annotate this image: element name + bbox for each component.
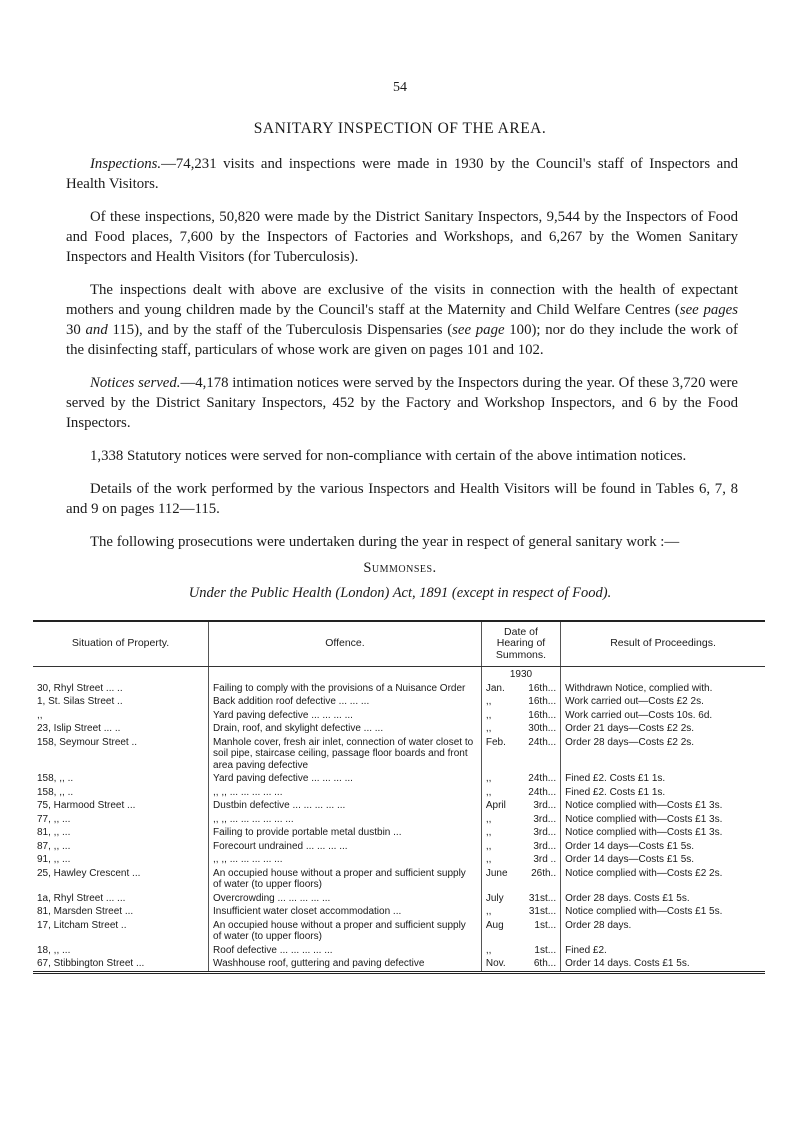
date-day: 30th... [528, 723, 557, 734]
year-label: 1930 [481, 667, 560, 682]
table-row [33, 772, 765, 786]
cell-date [481, 772, 560, 786]
exclusions-text-g: 100); nor do they include the work of the disinfecting staff, particulars of whose work are given on pages 101 and 102. [66, 322, 738, 358]
cell-date [481, 892, 560, 906]
table-row [33, 799, 765, 813]
table-row [33, 957, 765, 972]
cell-property: 67, Stibbington Street ... [37, 958, 145, 969]
exclusions-ref-a: see pages [679, 302, 738, 318]
table-row [33, 682, 765, 696]
date-month: April [485, 800, 506, 811]
date-day: 26th.. [531, 867, 557, 879]
cell-property: 158, Seymour Street .. [37, 736, 138, 748]
date-day: 1st... [534, 944, 557, 956]
cell-result: Withdrawn Notice, complied with. [561, 682, 765, 696]
header-result: Result of Proceedings. [561, 621, 765, 667]
cell-offence: Yard paving defective ... ... ... ... [209, 772, 482, 786]
cell-date [481, 826, 560, 840]
year-row [33, 667, 765, 682]
cell-property: 81, ,, ... [37, 827, 71, 838]
cell-offence: Forecourt undrained ... ... ... ... [209, 840, 482, 854]
page-number: 54 [393, 80, 407, 95]
cell-offence: An occupied house without a proper and sufficient supply of water (to upper floors) [209, 919, 482, 944]
date-month: ,, [485, 813, 492, 825]
date-month: ,, [485, 827, 492, 838]
cell-property: 30, Rhyl Street ... .. [37, 682, 123, 694]
cell-result: Order 28 days—Costs £2 2s. [561, 736, 765, 773]
date-month: June [485, 867, 508, 879]
date-month: Feb. [485, 736, 506, 748]
table-row [33, 905, 765, 919]
cell-result: Order 28 days. [561, 919, 765, 944]
date-month: ,, [485, 906, 492, 917]
cell-offence: Drain, roof, and skylight defective ... ... [209, 722, 482, 736]
table-row [33, 813, 765, 827]
date-month: ,, [485, 773, 492, 784]
cell-date [481, 919, 560, 944]
date-month: Aug [485, 919, 504, 931]
date-month: ,, [485, 709, 492, 721]
cell-result: Fined £2. Costs £1 1s. [561, 772, 765, 786]
cell-result: Order 21 days—Costs £2 2s. [561, 722, 765, 736]
cell-offence: Washhouse roof, guttering and paving defective [209, 957, 482, 972]
table-row [33, 736, 765, 773]
date-day: 3rd... [533, 840, 557, 852]
cell-offence: Insufficient water closet accommodation ... [209, 905, 482, 919]
cell-date [481, 944, 560, 958]
exclusions-ref-and: and [85, 322, 108, 338]
cell-result: Work carried out—Costs £2 2s. [561, 695, 765, 709]
cell-result: Work carried out—Costs 10s. 6d. [561, 709, 765, 723]
date-day: 1st... [534, 919, 557, 931]
date-day: 6th... [533, 958, 557, 969]
date-month: Nov. [485, 958, 506, 969]
date-day: 3rd .. [533, 854, 557, 865]
date-day: 31st... [528, 892, 557, 904]
cell-offence: Back addition roof defective ... ... ... [209, 695, 482, 709]
date-month: ,, [485, 786, 492, 798]
paragraph-inspections [66, 154, 738, 194]
paragraph-notices [66, 373, 738, 433]
cell-property: 75, Harmood Street ... [37, 800, 136, 811]
cell-offence: Yard paving defective ... ... ... ... [209, 709, 482, 723]
date-day: 3rd... [533, 813, 557, 825]
notices-lead: Notices served. [90, 375, 181, 391]
cell-date [481, 722, 560, 736]
notices-text: —4,178 intimation notices were served by the Inspectors during the year. Of these 3,720 were served by the District Sanitary Inspectors, 452 by the Factory and Workshop Inspectors, and 6 by the Food Inspectors. [66, 375, 738, 431]
cell-result: Order 14 days—Costs £1 5s. [561, 853, 765, 867]
date-day: 31st... [528, 906, 557, 917]
header-property: Situation of Property. [33, 621, 209, 667]
date-day: 24th... [528, 773, 557, 784]
inspections-lead: Inspections. [90, 156, 162, 172]
date-day: 24th... [528, 786, 557, 798]
date-month: July [485, 892, 504, 904]
cell-date [481, 905, 560, 919]
cell-date [481, 799, 560, 813]
cell-property: 17, Litcham Street .. [37, 919, 127, 931]
cell-offence: Roof defective ... ... ... ... ... [209, 944, 482, 958]
cell-result: Order 14 days—Costs £1 5s. [561, 840, 765, 854]
cell-date [481, 853, 560, 867]
cell-offence: Dustbin defective ... ... ... ... ... [209, 799, 482, 813]
table-row [33, 722, 765, 736]
date-month: ,, [485, 840, 492, 852]
paragraph-breakdown: Of these inspections, 50,820 were made by the District Sanitary Inspectors, 9,544 by the Inspectors of Food and Food places, 7,600 by the Inspectors of Factories and Workshops, and 6,267 by the Women Sanitary Inspectors and Health Visitors (for Tuberculosis). [66, 209, 738, 265]
table-row [33, 826, 765, 840]
cell-offence: ,, ,, ... ... ... ... ... [209, 786, 482, 800]
cell-offence: Overcrowding ... ... ... ... ... [209, 892, 482, 906]
table-row [33, 840, 765, 854]
cell-result: Fined £2. Costs £1 1s. [561, 786, 765, 800]
table-row [33, 919, 765, 944]
date-day: 16th... [528, 682, 557, 694]
exclusions-text-a: The inspections dealt with above are exclusive of the visits in connection with the health of expectant mothers and young children made by the Council's staff at the Maternity and Child Welfare Centres ( [66, 282, 738, 318]
cell-offence: An occupied house without a proper and sufficient supply of water (to upper floors) [209, 867, 482, 892]
body-text [66, 154, 738, 565]
header-date: Date of Hearing of Summons. [481, 621, 560, 667]
cell-result: Notice complied with—Costs £1 3s. [561, 799, 765, 813]
cell-offence: Failing to provide portable metal dustbin ... [209, 826, 482, 840]
paragraph-prosecutions: The following prosecutions were undertaken during the year in respect of general sanitary work :— [90, 534, 680, 550]
cell-date [481, 840, 560, 854]
date-day: 3rd... [533, 800, 557, 811]
cell-date [481, 786, 560, 800]
cell-property: 23, Islip Street ... .. [37, 723, 121, 734]
summonses-table [33, 620, 765, 974]
table-header-row [33, 621, 765, 667]
cell-offence: Manhole cover, fresh air inlet, connection of water closet to soil pipe, staircase ceiling, passage floor boards and front area paving defective [209, 736, 482, 773]
cell-offence: ,, ,, ... ... ... ... ... [209, 853, 482, 867]
cell-date [481, 736, 560, 773]
header-offence: Offence. [209, 621, 482, 667]
cell-property: 18, ,, ... [37, 944, 71, 956]
cell-result: Notice complied with—Costs £1 5s. [561, 905, 765, 919]
summonses-title: Summonses. [363, 560, 437, 576]
exclusions-ref-b: see page [452, 322, 505, 338]
cell-date [481, 957, 560, 972]
date-day: 16th... [528, 709, 557, 721]
cell-result: Order 28 days. Costs £1 5s. [561, 892, 765, 906]
table-row [33, 867, 765, 892]
cell-offence: ,, ,, ... ... ... ... ... ... [209, 813, 482, 827]
paragraph-details: Details of the work performed by the various Inspectors and Health Visitors will be found in Tables 6, 7, 8 and 9 on pages 112—115. [66, 481, 738, 517]
cell-property: 1a, Rhyl Street ... ... [37, 892, 126, 904]
cell-offence: Failing to comply with the provisions of a Nuisance Order [209, 682, 482, 696]
date-day: 3rd... [533, 827, 557, 838]
cell-property: 87, ,, ... [37, 840, 71, 852]
cell-date [481, 682, 560, 696]
date-month: ,, [485, 723, 492, 734]
date-month: ,, [485, 696, 492, 707]
table-row [33, 695, 765, 709]
cell-date [481, 709, 560, 723]
cell-date [481, 867, 560, 892]
inspections-text: —74,231 visits and inspections were made in 1930 by the Council's staff of Inspectors and Health Visitors. [66, 156, 738, 192]
cell-result: Notice complied with—Costs £2 2s. [561, 867, 765, 892]
cell-result: Order 14 days. Costs £1 5s. [561, 957, 765, 972]
exclusions-text-c: 30 [66, 322, 86, 338]
table-row [33, 944, 765, 958]
table-row [33, 709, 765, 723]
cell-property: 158, ,, .. [37, 786, 74, 798]
table-row [33, 892, 765, 906]
cell-property: 81, Marsden Street ... [37, 906, 134, 917]
exclusions-text-e: 115), and by the staff of the Tuberculosis Dispensaries ( [107, 322, 453, 338]
date-month: ,, [485, 944, 492, 956]
cell-property: 91, ,, ... [37, 854, 71, 865]
table-row [33, 853, 765, 867]
date-month: Jan. [485, 682, 505, 694]
cell-property: 77, ,, ... [37, 813, 71, 825]
cell-date [481, 813, 560, 827]
date-day: 16th... [528, 696, 557, 707]
cell-property: ,, [37, 709, 43, 721]
page-title: SANITARY INSPECTION OF THE AREA. [253, 120, 547, 137]
cell-property: 25, Hawley Crescent ... [37, 867, 141, 879]
cell-property: 158, ,, .. [37, 773, 74, 784]
summonses-subtitle: Under the Public Health (London) Act, 1891 (except in respect of Food). [188, 585, 612, 601]
paragraph-statutory: 1,338 Statutory notices were served for non-compliance with certain of the above intimation notices. [90, 448, 687, 464]
cell-date [481, 695, 560, 709]
table-row [33, 786, 765, 800]
cell-result: Notice complied with—Costs £1 3s. [561, 826, 765, 840]
table-body [33, 667, 765, 973]
paragraph-exclusions [66, 280, 738, 360]
date-day: 24th... [528, 736, 557, 748]
cell-result: Fined £2. [561, 944, 765, 958]
date-month: ,, [485, 854, 492, 865]
cell-result: Notice complied with—Costs £1 3s. [561, 813, 765, 827]
cell-property: 1, St. Silas Street .. [37, 696, 123, 707]
